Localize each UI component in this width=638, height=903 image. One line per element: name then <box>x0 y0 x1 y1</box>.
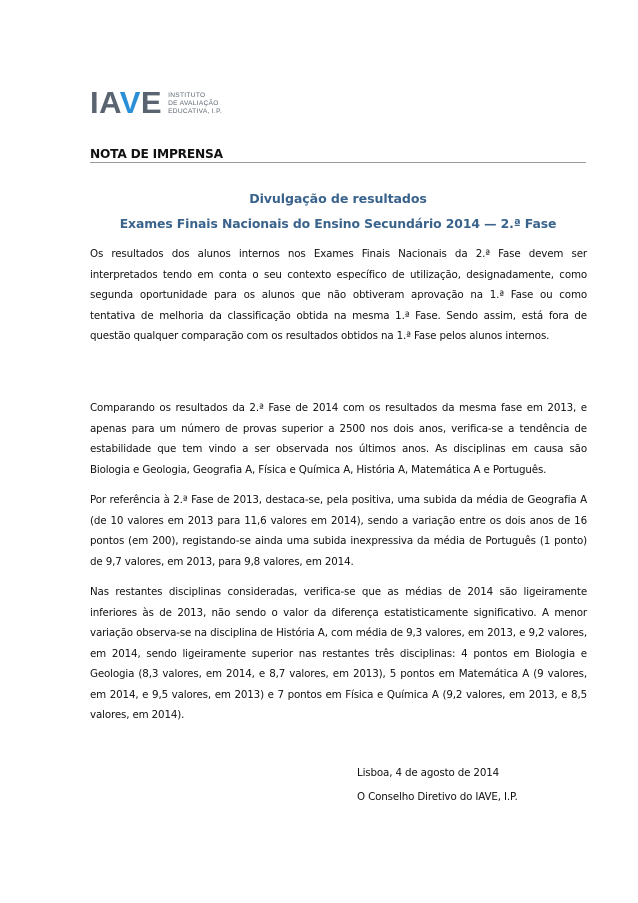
logo-line-3: EDUCATIVA, I.P. <box>168 108 223 116</box>
paragraph-4: Nas restantes disciplinas consideradas, verifica-se que as médias de 2014 são ligeiramente inferiores às de 2013, não sendo o valor da diferença estatisticamente significativo. A menor variação observa-se na disciplina de História A, com média de 9,3 valores, em 2013, e 9,2 valores, em 2014, sendo ligeiramente superior nas restantes três disciplinas: 4 pontos em Biologia e Geologia (8,3 valores, em 2014, e 8,7 valores, em 2013), 5 pontos em Matemática A (9 valores, em 2014, e 9,5 valores, em 2013) e 7 pontos em Física e Química A (9,2 valores, em 2013, e 8,5 valores, em 2014). <box>90 586 587 721</box>
logo-mark <box>90 85 163 120</box>
document-title: Divulgação de resultados <box>249 191 427 206</box>
logo-line-1: INSTITUTO <box>168 91 206 99</box>
logo-mark-right: E <box>140 85 163 120</box>
paragraph-3: Por referência à 2.ª Fase de 2013, destaca-se, pela positiva, uma subida da média de Geografia A (de 10 valores em 2013 para 11,6 valores em 2014), sendo a variação entre os dois anos de 16 pontos (em 200), registando-se ainda uma subida inexpressiva da média de Português (1 ponto) de 9,7 valores, em 2013, para 9,8 valores, em 2014. <box>90 494 587 568</box>
paragraph-2: Comparando os resultados da 2.ª Fase de 2014 com os resultados da mesma fase em 2013, e apenas para um número de provas superior a 2500 nos dois anos, verifica-se a tendência de estabilidade que tem vindo a ser observada nos últimos anos. As disciplinas em causa são Biologia e Geologia, Geografia A, Física e Química A, História A, Matemática A e Português. <box>90 402 587 476</box>
header-divider <box>90 162 586 163</box>
signature-place-date: Lisboa, 4 de agosto de 2014 <box>357 767 500 779</box>
paragraph-1: Os resultados dos alunos internos nos Exames Finais Nacionais da 2.ª Fase devem ser interpretados tendo em conta o seu contexto específico de utilização, designadamente, como segunda oportunidade para os alunos que não obtiveram aprovação na 1.ª Fase ou como tentativa de melhoria da classificação obtida na mesma 1.ª Fase. Sendo assim, está fora de questão qualquer comparação com os resultados obtidos na 1.ª Fase pelos alunos internos. <box>90 248 587 342</box>
logo-mark-accent: V <box>119 85 141 120</box>
document-subtitle: Exames Finais Nacionais do Ensino Secundário 2014 — 2.ª Fase <box>119 216 557 231</box>
press-release-label: NOTA DE IMPRENSA <box>90 147 223 161</box>
logo-text <box>168 90 222 117</box>
iave-logo <box>90 85 223 120</box>
signature-author: O Conselho Diretivo do IAVE, I.P. <box>357 791 518 803</box>
logo-line-2: DE AVALIAÇÃO <box>168 99 219 107</box>
logo-mark-left: IA <box>90 85 120 120</box>
